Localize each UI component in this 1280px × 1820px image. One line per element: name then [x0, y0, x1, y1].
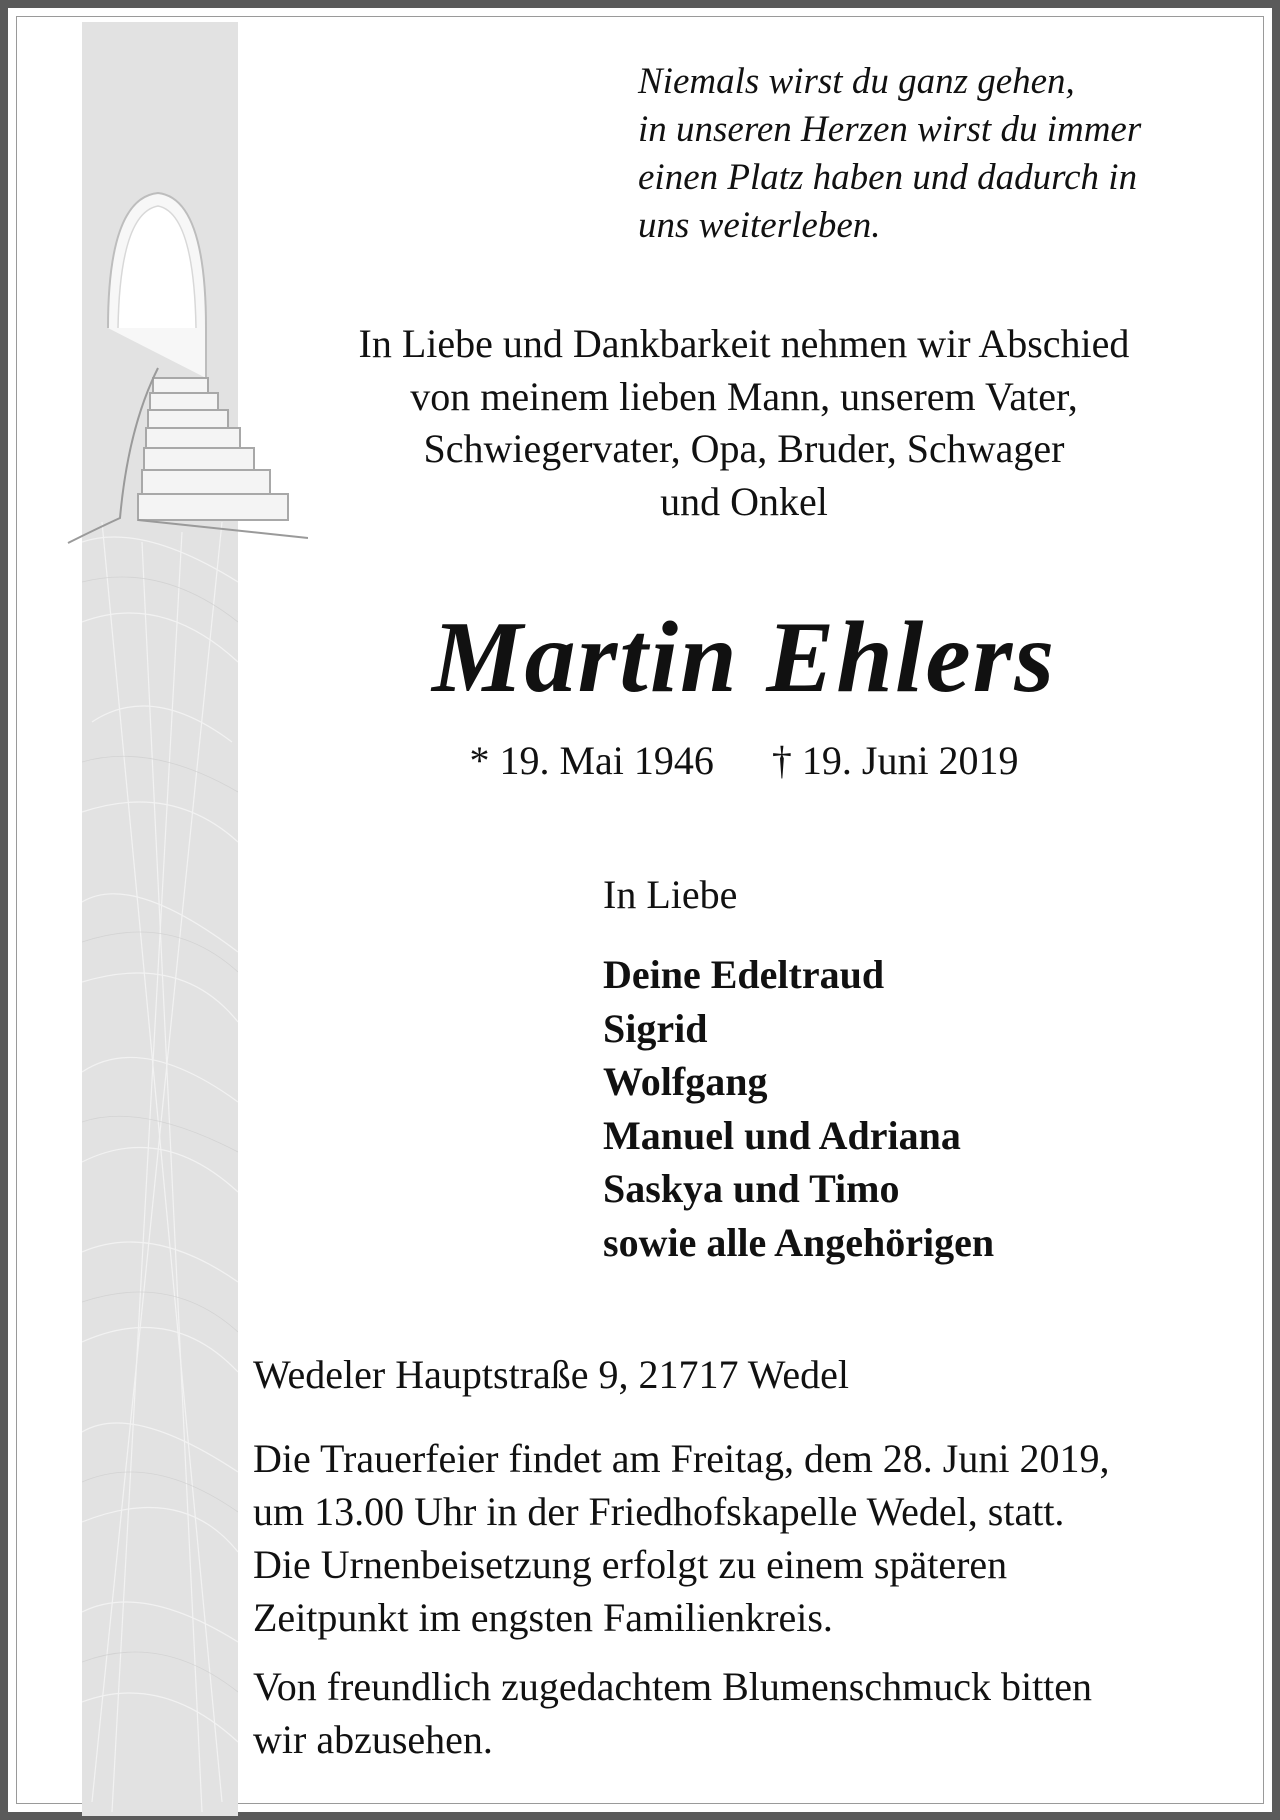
service-line: Zeitpunkt im engsten Familienkreis. [253, 1595, 833, 1640]
motto-verse [638, 58, 1258, 250]
motto-line: uns weiterleben. [638, 205, 881, 246]
intro-line: von meinem lieben Mann, unserem Vater, [410, 373, 1078, 419]
birth-date: * 19. Mai 1946 [469, 738, 714, 783]
motto-line: in unseren Herzen wirst du immer [638, 109, 1142, 150]
family-member: sowie alle Angehörigen [603, 1219, 995, 1265]
service-line: Die Urnenbeisetzung erfolgt zu einem späteren [253, 1542, 1008, 1587]
intro-line: In Liebe und Dankbarkeit nehmen wir Abschied [358, 321, 1130, 366]
deceased-name: Martin Ehlers [431, 601, 1057, 714]
address: Wedeler Hauptstraße 9, 21717 Wedel [253, 1352, 849, 1397]
life-dates [244, 736, 1244, 786]
flowers-note [253, 1660, 1092, 1766]
service-info [253, 1432, 1109, 1644]
family-member: Saskya und Timo [603, 1166, 900, 1211]
family-member: Manuel und Adriana [603, 1112, 961, 1158]
intro-line: und Onkel [660, 478, 828, 524]
flowers-line: wir abzusehen. [253, 1717, 493, 1762]
family-member: Deine Edeltraud [603, 952, 885, 997]
service-line: Die Trauerfeier findet am Freitag, dem 28. Juni 2019, [253, 1436, 1110, 1481]
signoff: In Liebe [603, 872, 738, 917]
family-member: Sigrid [603, 1005, 708, 1051]
service-line: um 13.00 Uhr in der Friedhofskapelle Wedel, statt. [253, 1489, 1065, 1534]
motto-line: einen Platz haben und dadurch in [638, 157, 1138, 198]
flowers-line: Von freundlich zugedachtem Blumenschmuck bitten [253, 1664, 1093, 1709]
family-list [603, 948, 994, 1269]
family-member: Wolfgang [603, 1059, 768, 1104]
intro-line: Schwiegervater, Opa, Bruder, Schwager [423, 426, 1065, 471]
farewell-intro [244, 318, 1244, 528]
motto-line: Niemals wirst du ganz gehen, [638, 61, 1075, 102]
death-date: † 19. Juni 2019 [771, 738, 1019, 783]
